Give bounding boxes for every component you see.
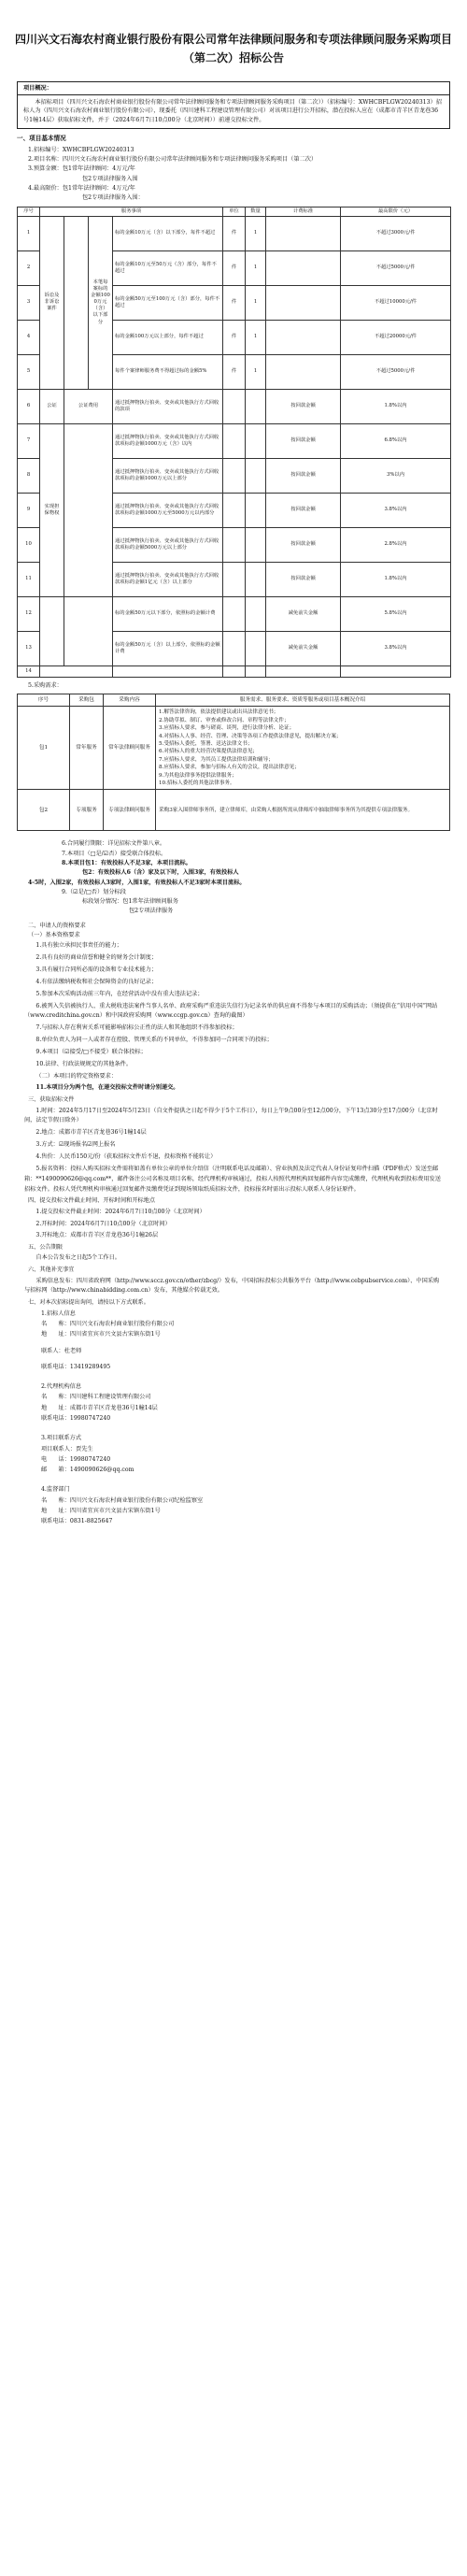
table-cell: 减免前失金额: [266, 631, 341, 665]
table-header-row: [18, 694, 450, 707]
table-cell: 按回款金额: [266, 493, 341, 527]
table-cell: 公证: [40, 389, 64, 423]
failed-bid-rule-pkg2: 包2：有效投标人6（含）家及以下时，入围3家，有效投标人: [82, 869, 239, 877]
table-cell: [246, 458, 266, 493]
lot-division-pkg2: 包2专项法律服务: [129, 908, 174, 915]
table-cell: 3.8%以内: [341, 493, 451, 527]
supervisor-address: 地 址：四川省宜宾市兴文县古宋镇东街1号: [41, 1508, 161, 1515]
table-cell: 14: [18, 665, 40, 677]
table-cell: 通过抵押物执行拍卖、变卖或其他执行方式回收款项标的金额1亿元（含）以上部分: [113, 562, 223, 596]
price-ceiling-pkg2: 包2专项法律服务入围：: [82, 194, 144, 202]
table-cell: [223, 493, 246, 527]
table-cell: 2: [18, 250, 40, 285]
failed-bid-rule-pkg2-cont: 4-5时，入围2家，有效投标人3家时，入围1家，有效投标人不足3家时本项目流标。: [28, 879, 246, 886]
table-cell: 通过抵押物执行拍卖、变卖或其他执行方式回收款项标的金额1000万元至5000万元以内部分: [113, 493, 223, 527]
list-item: 4.对招标人人事、经营、管理、决策等各项工作提供法律意见，提出解决方案；: [159, 733, 342, 739]
table-cell: 标的金额50万元以下部分，依照标的金额计费: [113, 596, 223, 631]
table-cell: 7: [18, 423, 40, 458]
tenderer-phone: 联系电话：13419289495: [41, 1363, 111, 1370]
table-cell: 1.8%以内: [341, 389, 451, 423]
doc-place: 2.地点：成都市青羊区青龙巷36号1幢14层: [35, 1129, 147, 1137]
list-item: 1.解答法律咨询，依法提供建议或出具法律意见书；: [159, 709, 279, 716]
project-contact-title: 3.项目联系方式: [41, 1435, 82, 1442]
section-heading: 七、对本次招标提出询问，请按以下方式联系。: [28, 1299, 149, 1307]
table-cell: [246, 389, 266, 423]
table-cell: 实现担保物权: [40, 423, 64, 596]
section-notice-period: [17, 1243, 450, 1264]
table-header: 服务需求、服务要求、资质等服务或项目基本概况介绍: [156, 694, 450, 707]
table-cell: 13: [18, 631, 40, 665]
table-header: 采购包: [70, 694, 104, 707]
section-heading: 六、其他补充事宜: [28, 1267, 75, 1274]
project-name: 2.项目名称：四川兴文石海农村商业银行股份有限公司常年法律顾问服务和专项法律顾问服务采购项目（第二次）: [28, 156, 318, 164]
notice-period-text: 自本公告发布之日起5个工作日。: [35, 1254, 120, 1262]
budget-amount: 3.预算金额：包1常年法律顾问：4万元/年: [28, 165, 135, 173]
table-cell: 件: [223, 216, 246, 250]
section-subheading: 5.采购需求：: [28, 681, 63, 689]
section-other-matters: [17, 1266, 450, 1296]
table-cell: [246, 527, 266, 562]
table-cell: 件: [223, 250, 246, 285]
section-heading: 一、项目基本情况: [17, 134, 66, 142]
table-cell: 8: [18, 458, 40, 493]
list-item: 5.受招标人委托，签署、送达法律文书；: [159, 741, 253, 748]
table-cell: 1: [246, 354, 266, 389]
table-cell: 每件个案律师服务费不得超过标的金额5%: [113, 354, 223, 389]
section-heading: 四、提交投标文件截止时间、开标时间和开标地点: [28, 1197, 156, 1205]
table-cell: 11: [18, 562, 40, 596]
table-cell: 诉讼及非诉讼案件: [40, 216, 64, 389]
table-cell: [223, 562, 246, 596]
lot-division-pkg1: 标段划分情况：包1常年法律顾问服务: [82, 898, 178, 906]
publication-info: 采购信息发布：四川省政府网（http://www.sccz.gov.cn/other/zbcg/）发布，中国招标投标公共服务平台（http://www.cebpubservice.com）、中国采购与招标网（http://www.chinabidding.com.cn）发布，其他媒介转载无效。: [24, 1277, 440, 1295]
tenderer-contact: 联系人：杜老师: [41, 1347, 82, 1354]
table-cell: 按回款金额: [266, 527, 341, 562]
table-cell: 6: [18, 389, 40, 423]
table-cell: 专项法律顾问服务: [104, 790, 156, 831]
table-cell: 件: [223, 354, 246, 389]
section-heading: 二、申请人的资格要求: [28, 922, 86, 929]
table-cell: 5.8%以内: [341, 596, 451, 631]
table-cell: [246, 631, 266, 665]
requirements-table: [17, 694, 450, 831]
overview-heading: 项目概况：: [18, 82, 449, 95]
package-note: 11.本项目分为两个包，在递交投标文件时请分别递交。: [35, 1084, 179, 1092]
project-contact-name: 项目联系人：贾先生: [41, 1445, 93, 1453]
list-item: 6.被列入失信被执行人、重大税收违法案件当事人名单、政府采购严重违法失信行为记录名单的供应商不得参与本项目的采购活动；（须提供在“信用中国”网站（www.creditchina.gov.cn）和中国政府采购网（www.ccgp.gov.cn）查询的截图）: [24, 1002, 438, 1020]
table-cell: 不超过5000元/件: [341, 354, 451, 389]
table-cell: 12: [18, 596, 40, 631]
table-cell: 3.8%以内: [341, 631, 451, 665]
price-ceiling: 4.最高限价：包1常年法律顾问：4万元/年: [28, 185, 135, 193]
table-row: [18, 423, 451, 458]
table-header: 数量: [246, 207, 266, 216]
table-cell: [266, 665, 341, 677]
table-cell: 通过抵押物执行拍卖、变卖或其他执行方式回收款项标的金额1000万元（含）以内: [113, 423, 223, 458]
table-cell: 常年法律顾问服务: [104, 707, 156, 790]
table-cell: 公证费用: [64, 389, 113, 423]
table-row: [18, 790, 450, 831]
budget-amount-pkg2: 包2专项法律服务入围: [82, 175, 138, 182]
bid-number: 1.招标编号：XWHCBFLGW20240313: [28, 146, 134, 153]
list-item: 3.应招标人要求，参与磋商、谈判，进行法律分析、论证；: [159, 725, 295, 732]
table-row: [18, 216, 451, 250]
table-cell: 常年服务: [70, 707, 104, 790]
list-item: 2.具有良好的商业信誉和健全的财务会计制度；: [35, 954, 158, 962]
table-cell: 件: [223, 285, 246, 320]
supervisor-name: 名 称：四川兴文石海农村商业银行股份有限公司纪检监察室: [41, 1496, 204, 1504]
list-item: 采购3家入围律师事务所，建立律师库，由采购人根据所需从律师库中抽取律师事务所为其提供专项法律服务。: [159, 807, 414, 813]
table-cell: 按回款金额: [266, 458, 341, 493]
table-cell: 4: [18, 320, 40, 354]
table-header: 单位: [223, 207, 246, 216]
section-subheading: （二）本项目的特定资格要求：: [35, 1072, 118, 1080]
table-cell: [156, 707, 450, 790]
table-row: [18, 707, 450, 790]
opening-place: 3.开标地点：成都市青羊区青龙巷36号1幢26层: [35, 1232, 159, 1239]
doc-method: 3.方式：☑现场报名☑网上报名: [35, 1141, 116, 1149]
lot-division: 9.（☑是/□否）划分标段: [62, 888, 126, 895]
list-item: 3.具有履行合同所必需的设备和专业技术能力；: [35, 966, 158, 974]
supervisor-title: 4.监督部门: [41, 1486, 70, 1494]
table-cell: 1.8%以内: [341, 562, 451, 596]
table-cell: 标的金额10万元（含）以下部分，每件不超过: [113, 216, 223, 250]
agent-title: 2.代理机构信息: [41, 1383, 82, 1391]
doc-price: 4.售价：人民币150元/份（获取招标文件后不退，投标资格不能转让）: [35, 1152, 217, 1160]
section-deadline: [17, 1196, 450, 1241]
list-item: 8.应招标人要求，参加与招标人有关的会议，提出法律意见；: [159, 765, 300, 771]
list-item: 1.具有独立承担民事责任的能力；: [35, 942, 122, 950]
doc-time: 1.时间：2024年5月17日至2024年5月23日（自文件提供之日起不得少于5个工作日），每日上午9点00分至12点00分，下午13点30分至17点00分（北京时间，法定节假日除外）: [24, 1107, 438, 1124]
table-row: [18, 596, 451, 631]
table-header-row: [18, 207, 451, 216]
announcement-page: [9, 0, 458, 1543]
table-cell: 标的金额50万元至100万元（含）部分，每件不超过: [113, 285, 223, 320]
table-cell: 减免前失金额: [266, 596, 341, 631]
list-item: 10.法律、行政法规规定的其他条件。: [35, 1060, 133, 1067]
table-cell: [246, 596, 266, 631]
overview-text: 本招标项目（四川兴文石海农村商业银行股份有限公司常年法律顾问服务和专项法律顾问服务采购项目（第二次））（招标编号：XWHCBFLGW20240313）招标人为（四川兴文石海农村商业银行股份有限公司），现委托（四川建科工程建设管理有限公司）对该项目进行公开招标，潜在投标人应在（成都市青羊区青龙巷36号1幢14层）获取招标文件，并于（2024年6月7日10点00分（北京时间））前递交投标文件。: [23, 99, 442, 123]
submission-deadline: 1.提交投标文件截止时间：2024年6月7日10点00分（北京时间）: [35, 1208, 205, 1215]
table-cell: 不超过3000元/件: [341, 216, 451, 250]
table-cell: 按回款金额: [266, 562, 341, 596]
table-header: 服务事项: [40, 207, 223, 216]
table-cell: 按回款金额: [266, 423, 341, 458]
table-cell: 3: [18, 285, 40, 320]
joint-bid-note: 7.本项目（□是/☑否）接受联合体投标。: [62, 850, 167, 857]
table-cell: [266, 216, 341, 250]
table-header: 最高限价（元）: [341, 207, 451, 216]
tenderer-address: 地 址：四川省宜宾市兴文县古宋镇东街1号: [41, 1331, 161, 1338]
table-cell: [223, 596, 246, 631]
table-cell: 通过抵押物执行拍卖、变卖或其他执行方式回收款项标的金额1000万元以上部分: [113, 458, 223, 493]
list-item: 10.招标人委托的其他法律事务。: [159, 780, 235, 786]
table-cell: 10: [18, 527, 40, 562]
section-contract-terms: [17, 839, 450, 915]
table-row: [18, 665, 451, 677]
table-cell: [64, 423, 113, 596]
table-cell: 1: [246, 320, 266, 354]
agent-address: 地 址：成都市青羊区青龙巷36号1幢14层: [41, 1404, 158, 1411]
table-cell: 6.8%以内: [341, 423, 451, 458]
list-item: 9.本项目（☑接受/□不接受）联合体投标；: [35, 1048, 147, 1055]
table-cell: 1: [18, 216, 40, 250]
section-qualifications: [17, 922, 450, 1095]
table-cell: [40, 665, 113, 677]
list-item: 9.为其他法律事务提供法律服务；: [159, 772, 237, 779]
table-cell: [246, 562, 266, 596]
tenderer-title: 1.招标人信息: [41, 1309, 76, 1317]
table-cell: 标的金额100万元以上部分，每件不超过: [113, 320, 223, 354]
table-cell: 包2: [18, 790, 70, 831]
project-contact-phone: 电 话：19980747240: [41, 1455, 111, 1463]
table-cell: 不超过20000元/件: [341, 320, 451, 354]
list-item: 7.应招标人要求，为其员工提供法律培训和辅导；: [159, 756, 274, 763]
doc-registration: 5.报名资料：投标人购买招标文件需将如盖有单位公章的单位介绍信（注明联系电话及邮箱）、营业执照及法定代表人身份证复印件扫描（PDF格式）发送至邮箱：**1490090626@qq.com**，邮件备注公司名称及项目名称，经代理机构审核通过，投标人按照代理机构回复邮件内容完成缴费，代理机构收到投标费用发送招标文件。投标人凭代理机构审核通过回复邮件及缴费凭证到现场领取纸质招标文件，投标报名时需出示投标人联系人身份证原件。: [24, 1165, 441, 1193]
table-cell: 专项服务: [70, 790, 104, 831]
list-item: 4.有依法缴纳税收和社会保障资金的良好记录；: [35, 978, 158, 985]
table-row: [18, 389, 451, 423]
list-item: 5.参加本次采购活动前三年内，在经营活动中没有重大违法记录；: [35, 990, 204, 997]
table-header: 计费标准: [266, 207, 341, 216]
fee-table: [17, 207, 451, 678]
table-cell: 5: [18, 354, 40, 389]
table-header: 序号: [18, 694, 70, 707]
opening-time: 2.开标时间：2024年6月7日10点00分（北京时间）: [35, 1220, 171, 1227]
table-cell: 1: [246, 216, 266, 250]
section-heading: 三、获取招标文件: [28, 1096, 75, 1104]
project-contact-email: 邮 箱：1490090626@qq.com: [41, 1467, 134, 1474]
table-cell: 标的金额10万元至50万元（含）部分，每件不超过: [113, 250, 223, 285]
table-cell: 包1: [18, 707, 70, 790]
table-header: 序号: [18, 207, 40, 216]
table-cell: [266, 320, 341, 354]
supervisor-phone: 联系电话：0831-8825647: [41, 1518, 113, 1525]
agent-phone: 联系电话：19980747240: [41, 1414, 111, 1422]
page-title: 四川兴文石海农村商业银行股份有限公司常年法律顾问服务和专项法律顾问服务采购项目（第二次）招标公告: [15, 33, 453, 65]
contract-period: 6.合同履行期限：详见招标文件第八章。: [62, 840, 166, 848]
table-cell: [40, 596, 64, 665]
table-cell: [64, 596, 113, 665]
table-cell: [246, 423, 266, 458]
table-cell: 9: [18, 493, 40, 527]
table-cell: 本笔每案标的金额1000万元（含）以下部分: [89, 216, 113, 389]
table-cell: [246, 665, 266, 677]
table-cell: [223, 458, 246, 493]
agent-name: 名 称：四川建科工程建设管理有限公司: [41, 1394, 151, 1401]
table-cell: [246, 493, 266, 527]
table-cell: [223, 665, 246, 677]
table-cell: 通过抵押物执行拍卖、变卖或其他执行方式回收款项标的金额5000万元以上部分: [113, 527, 223, 562]
table-cell: 1: [246, 250, 266, 285]
section-basic-info: [17, 135, 450, 203]
table-cell: [113, 665, 223, 677]
table-cell: 2.8%以内: [341, 527, 451, 562]
table-cell: [64, 216, 89, 389]
section-requirements: [17, 681, 450, 690]
table-cell: 不超过10000元/件: [341, 285, 451, 320]
table-cell: 不超过5000元/件: [341, 250, 451, 285]
list-item: 7.与招标人存在利害关系可能影响招标公正性的法人和其他组织不得参加投标；: [35, 1024, 238, 1032]
table-cell: [223, 527, 246, 562]
table-cell: [223, 631, 246, 665]
section-get-documents: [17, 1095, 450, 1195]
table-cell: [223, 423, 246, 458]
section-contacts: [17, 1298, 450, 1525]
section-heading: 五、公告期限: [28, 1244, 64, 1252]
section-subheading: （一）基本资格要求: [28, 932, 80, 939]
project-overview-box: [17, 81, 450, 129]
table-cell: 件: [223, 320, 246, 354]
list-item: 6.对招标人的重大经营决策提供法律意见；: [159, 749, 259, 755]
table-cell: [223, 389, 246, 423]
table-cell: [266, 285, 341, 320]
table-cell: 3%以内: [341, 458, 451, 493]
table-cell: 按回款金额: [266, 389, 341, 423]
table-cell: 1: [246, 285, 266, 320]
table-cell: [156, 790, 450, 831]
table-cell: 通过抵押物执行拍卖、变卖或其他执行方式回收的款项: [113, 389, 223, 423]
table-cell: [266, 250, 341, 285]
list-item: 2.协助草拟、制订、审查或修改合同、章程等法律文件；: [159, 717, 290, 723]
table-cell: 标的金额50万元（含）以上部分，依照标的金额计费: [113, 631, 223, 665]
table-cell: [266, 354, 341, 389]
tenderer-name: 名 称：四川兴文石海农村商业银行股份有限公司: [41, 1320, 175, 1327]
table-cell: [341, 665, 451, 677]
list-item: 8.单位负责人为同一人或者存在控股、管理关系的不同单位，不得参加同一合同项下的投标；: [35, 1037, 273, 1044]
table-header: 采购内容: [104, 694, 156, 707]
failed-bid-rule-pkg1: 8.本项目包1：有效投标人不足3家，本项目流标。: [62, 859, 191, 866]
